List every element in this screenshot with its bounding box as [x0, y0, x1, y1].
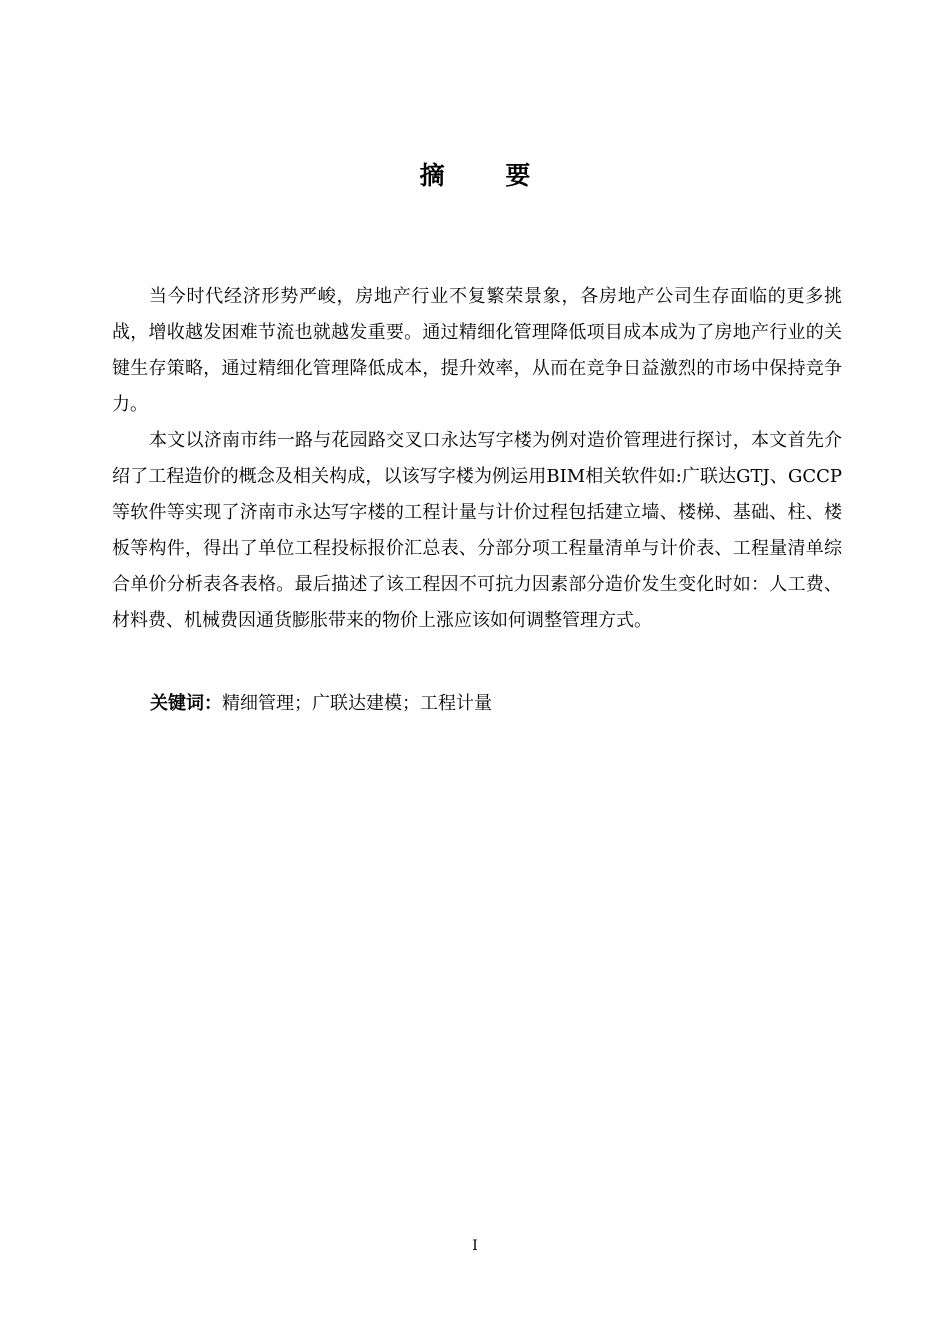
- abstract-paragraph-2: 本文以济南市纬一路与花园路交叉口永达写字楼为例对造价管理进行探讨，本文首先介绍了工程造价的概念及相关构成，以该写字楼为例运用BIM相关软件如:广联达GTJ、GCCP等软件等实现了济南市永达写字楼的工程计量与计价过程包括建立墙、楼梯、基础、柱、楼板等构件，得出了单位工程投标报价汇总表、分部分项工程量清单与计价表、工程量清单综合单价分析表各表格。最后描述了该工程因不可抗力因素部分造价发生变化时如：人工费、材料费、机械费因通货膨胀带来的物价上涨应该如何调整管理方式。: [112, 430, 842, 631]
- abstract-body: [112, 279, 842, 639]
- page-number: I: [472, 1238, 478, 1254]
- keywords-label: 关键词：: [150, 693, 222, 714]
- keywords-value: 精细管理；广联达建模；工程计量: [222, 693, 492, 714]
- abstract-title: 摘 要: [419, 161, 557, 190]
- keywords-line: [150, 689, 492, 719]
- abstract-paragraph-1: 当今时代经济形势严峻，房地产行业不复繁荣景象，各房地产公司生存面临的更多挑战，增收越发困难节流也就越发重要。通过精细化管理降低项目成本成为了房地产行业的关键生存策略，通过精细化管理降低成本，提升效率，从而在竞争日益激烈的市场中保持竞争力。: [112, 286, 842, 415]
